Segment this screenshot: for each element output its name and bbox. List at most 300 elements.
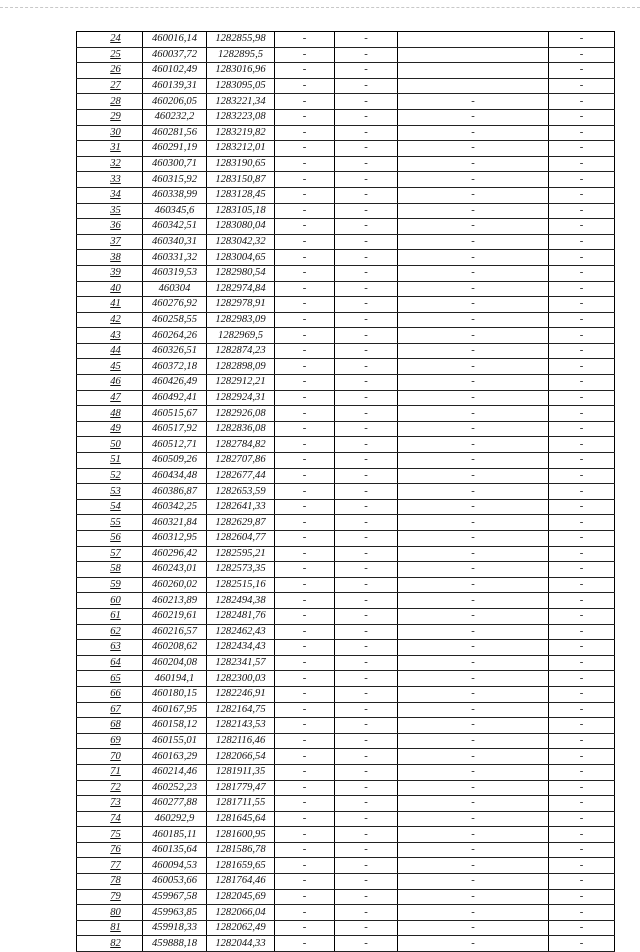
y-coordinate-cell: 1281586,78 <box>207 842 275 858</box>
y-coordinate-cell: 1283150,87 <box>207 172 275 188</box>
column-4-cell: - <box>275 515 335 531</box>
table-row <box>77 796 615 812</box>
column-6-cell: - <box>398 499 549 515</box>
table-row <box>77 764 615 780</box>
column-6-cell: - <box>398 936 549 952</box>
point-number-cell: 55 <box>77 515 143 531</box>
point-number-cell: 79 <box>77 889 143 905</box>
column-4-cell: - <box>275 484 335 500</box>
column-6-cell: - <box>398 359 549 375</box>
x-coordinate-cell: 460281,56 <box>143 125 207 141</box>
column-6-cell: - <box>398 172 549 188</box>
point-number-cell: 35 <box>77 203 143 219</box>
x-coordinate-cell: 459888,18 <box>143 936 207 952</box>
column-6-cell <box>398 78 549 94</box>
y-coordinate-cell: 1282604,77 <box>207 531 275 547</box>
column-4-cell: - <box>275 640 335 656</box>
y-coordinate-cell: 1283080,04 <box>207 219 275 235</box>
column-6-cell: - <box>398 375 549 391</box>
table-row <box>77 312 615 328</box>
column-6-cell: - <box>398 686 549 702</box>
y-coordinate-cell: 1283105,18 <box>207 203 275 219</box>
table-row <box>77 655 615 671</box>
column-7-cell: - <box>549 499 615 515</box>
column-5-cell: - <box>335 281 398 297</box>
point-number-cell: 33 <box>77 172 143 188</box>
point-number-cell: 26 <box>77 63 143 79</box>
table-row <box>77 47 615 63</box>
column-5-cell: - <box>335 421 398 437</box>
column-6-cell: - <box>398 702 549 718</box>
column-4-cell: - <box>275 468 335 484</box>
y-coordinate-cell: 1282515,16 <box>207 577 275 593</box>
table-row <box>77 234 615 250</box>
table-row <box>77 920 615 936</box>
column-6-cell: - <box>398 219 549 235</box>
column-7-cell: - <box>549 858 615 874</box>
table-row <box>77 858 615 874</box>
column-4-cell: - <box>275 297 335 313</box>
column-6-cell: - <box>398 671 549 687</box>
column-5-cell: - <box>335 203 398 219</box>
column-4-cell: - <box>275 718 335 734</box>
y-coordinate-cell: 1282926,08 <box>207 406 275 422</box>
column-6-cell: - <box>398 531 549 547</box>
y-coordinate-cell: 1282836,08 <box>207 421 275 437</box>
column-4-cell: - <box>275 203 335 219</box>
column-4-cell: - <box>275 219 335 235</box>
column-4-cell: - <box>275 437 335 453</box>
column-4-cell: - <box>275 187 335 203</box>
column-4-cell: - <box>275 655 335 671</box>
point-number-cell: 69 <box>77 733 143 749</box>
column-5-cell: - <box>335 265 398 281</box>
y-coordinate-cell: 1281764,46 <box>207 874 275 890</box>
column-4-cell: - <box>275 281 335 297</box>
y-coordinate-cell: 1282898,09 <box>207 359 275 375</box>
x-coordinate-cell: 460340,31 <box>143 234 207 250</box>
column-4-cell: - <box>275 531 335 547</box>
point-number-cell: 39 <box>77 265 143 281</box>
y-coordinate-cell: 1283042,32 <box>207 234 275 250</box>
column-7-cell: - <box>549 47 615 63</box>
column-7-cell: - <box>549 796 615 812</box>
column-6-cell: - <box>398 265 549 281</box>
column-6-cell: - <box>398 546 549 562</box>
column-4-cell: - <box>275 702 335 718</box>
column-7-cell: - <box>549 749 615 765</box>
column-6-cell: - <box>398 733 549 749</box>
column-7-cell: - <box>549 686 615 702</box>
column-4-cell: - <box>275 546 335 562</box>
column-6-cell: - <box>398 593 549 609</box>
y-coordinate-cell: 1282895,5 <box>207 47 275 63</box>
column-5-cell: - <box>335 796 398 812</box>
y-coordinate-cell: 1282980,54 <box>207 265 275 281</box>
y-coordinate-cell: 1282341,57 <box>207 655 275 671</box>
x-coordinate-cell: 460331,32 <box>143 250 207 266</box>
column-6-cell: - <box>398 858 549 874</box>
column-7-cell: - <box>549 515 615 531</box>
column-5-cell: - <box>335 515 398 531</box>
point-number-cell: 30 <box>77 125 143 141</box>
column-7-cell: - <box>549 562 615 578</box>
column-4-cell: - <box>275 577 335 593</box>
column-5-cell: - <box>335 780 398 796</box>
column-6-cell: - <box>398 141 549 157</box>
x-coordinate-cell: 460180,15 <box>143 686 207 702</box>
point-number-cell: 27 <box>77 78 143 94</box>
x-coordinate-cell: 460517,92 <box>143 421 207 437</box>
column-7-cell: - <box>549 577 615 593</box>
table-row <box>77 531 615 547</box>
column-7-cell: - <box>549 702 615 718</box>
x-coordinate-cell: 460512,71 <box>143 437 207 453</box>
column-6-cell: - <box>398 764 549 780</box>
y-coordinate-cell: 1283190,65 <box>207 156 275 172</box>
column-7-cell: - <box>549 733 615 749</box>
x-coordinate-cell: 460264,26 <box>143 328 207 344</box>
x-coordinate-cell: 460434,48 <box>143 468 207 484</box>
y-coordinate-cell: 1282855,98 <box>207 32 275 48</box>
column-6-cell: - <box>398 718 549 734</box>
column-7-cell: - <box>549 671 615 687</box>
point-number-cell: 29 <box>77 109 143 125</box>
column-7-cell: - <box>549 141 615 157</box>
table-row <box>77 421 615 437</box>
column-4-cell: - <box>275 156 335 172</box>
column-7-cell: - <box>549 203 615 219</box>
x-coordinate-cell: 460345,6 <box>143 203 207 219</box>
column-7-cell: - <box>549 484 615 500</box>
column-6-cell: - <box>398 156 549 172</box>
table-row <box>77 484 615 500</box>
column-7-cell: - <box>549 593 615 609</box>
x-coordinate-cell: 459918,33 <box>143 920 207 936</box>
table-row <box>77 936 615 952</box>
table-row <box>77 499 615 515</box>
column-6-cell: - <box>398 920 549 936</box>
x-coordinate-cell: 460372,18 <box>143 359 207 375</box>
column-6-cell: - <box>398 187 549 203</box>
column-4-cell: - <box>275 63 335 79</box>
table-row <box>77 718 615 734</box>
column-7-cell: - <box>549 640 615 656</box>
y-coordinate-cell: 1282641,33 <box>207 499 275 515</box>
column-7-cell: - <box>549 156 615 172</box>
table-row <box>77 827 615 843</box>
table-row <box>77 453 615 469</box>
column-7-cell: - <box>549 328 615 344</box>
y-coordinate-cell: 1282300,03 <box>207 671 275 687</box>
x-coordinate-cell: 460312,95 <box>143 531 207 547</box>
column-7-cell: - <box>549 655 615 671</box>
column-7-cell: - <box>549 842 615 858</box>
point-number-cell: 67 <box>77 702 143 718</box>
column-7-cell: - <box>549 265 615 281</box>
column-5-cell: - <box>335 546 398 562</box>
column-6-cell: - <box>398 484 549 500</box>
column-6-cell: - <box>398 655 549 671</box>
table-row <box>77 562 615 578</box>
table-row <box>77 63 615 79</box>
column-6-cell: - <box>398 811 549 827</box>
y-coordinate-cell: 1281659,65 <box>207 858 275 874</box>
column-4-cell: - <box>275 250 335 266</box>
column-7-cell: - <box>549 125 615 141</box>
x-coordinate-cell: 459967,58 <box>143 889 207 905</box>
x-coordinate-cell: 460163,29 <box>143 749 207 765</box>
column-4-cell: - <box>275 78 335 94</box>
point-number-cell: 64 <box>77 655 143 671</box>
column-6-cell: - <box>398 577 549 593</box>
column-4-cell: - <box>275 32 335 48</box>
table-row <box>77 141 615 157</box>
column-4-cell: - <box>275 686 335 702</box>
point-number-cell: 72 <box>77 780 143 796</box>
y-coordinate-cell: 1283004,65 <box>207 250 275 266</box>
x-coordinate-cell: 460277,88 <box>143 796 207 812</box>
y-coordinate-cell: 1283223,08 <box>207 109 275 125</box>
table-row <box>77 203 615 219</box>
column-4-cell: - <box>275 421 335 437</box>
point-number-cell: 71 <box>77 764 143 780</box>
point-number-cell: 74 <box>77 811 143 827</box>
column-4-cell: - <box>275 671 335 687</box>
point-number-cell: 82 <box>77 936 143 952</box>
column-5-cell: - <box>335 671 398 687</box>
column-7-cell: - <box>549 421 615 437</box>
table-row <box>77 733 615 749</box>
x-coordinate-cell: 460204,08 <box>143 655 207 671</box>
column-5-cell: - <box>335 686 398 702</box>
table-row <box>77 905 615 921</box>
point-number-cell: 66 <box>77 686 143 702</box>
column-4-cell: - <box>275 796 335 812</box>
x-coordinate-cell: 460258,55 <box>143 312 207 328</box>
column-4-cell: - <box>275 889 335 905</box>
column-7-cell: - <box>549 905 615 921</box>
point-number-cell: 43 <box>77 328 143 344</box>
y-coordinate-cell: 1282481,76 <box>207 608 275 624</box>
column-5-cell: - <box>335 328 398 344</box>
column-5-cell: - <box>335 764 398 780</box>
column-7-cell: - <box>549 608 615 624</box>
point-number-cell: 40 <box>77 281 143 297</box>
column-4-cell: - <box>275 312 335 328</box>
point-number-cell: 52 <box>77 468 143 484</box>
column-5-cell: - <box>335 593 398 609</box>
y-coordinate-cell: 1281911,35 <box>207 764 275 780</box>
x-coordinate-cell: 460094,53 <box>143 858 207 874</box>
point-number-cell: 25 <box>77 47 143 63</box>
column-6-cell: - <box>398 109 549 125</box>
column-7-cell: - <box>549 297 615 313</box>
point-number-cell: 56 <box>77 531 143 547</box>
column-5-cell: - <box>335 250 398 266</box>
column-4-cell: - <box>275 406 335 422</box>
column-6-cell: - <box>398 796 549 812</box>
y-coordinate-cell: 1282164,75 <box>207 702 275 718</box>
column-7-cell: - <box>549 109 615 125</box>
table-row <box>77 125 615 141</box>
column-4-cell: - <box>275 390 335 406</box>
x-coordinate-cell: 460509,26 <box>143 453 207 469</box>
column-7-cell: - <box>549 780 615 796</box>
column-4-cell: - <box>275 343 335 359</box>
column-4-cell: - <box>275 265 335 281</box>
x-coordinate-cell: 460252,23 <box>143 780 207 796</box>
column-5-cell: - <box>335 78 398 94</box>
y-coordinate-cell: 1281600,95 <box>207 827 275 843</box>
column-5-cell: - <box>335 125 398 141</box>
column-7-cell: - <box>549 172 615 188</box>
table-row <box>77 281 615 297</box>
column-7-cell: - <box>549 920 615 936</box>
column-7-cell: - <box>549 936 615 952</box>
table-row <box>77 172 615 188</box>
x-coordinate-cell: 460155,01 <box>143 733 207 749</box>
column-4-cell: - <box>275 905 335 921</box>
table-row <box>77 109 615 125</box>
y-coordinate-cell: 1282434,43 <box>207 640 275 656</box>
column-5-cell: - <box>335 905 398 921</box>
y-coordinate-cell: 1282969,5 <box>207 328 275 344</box>
column-4-cell: - <box>275 47 335 63</box>
table-row <box>77 671 615 687</box>
point-number-cell: 68 <box>77 718 143 734</box>
y-coordinate-cell: 1281711,55 <box>207 796 275 812</box>
point-number-cell: 57 <box>77 546 143 562</box>
table-row <box>77 375 615 391</box>
column-6-cell: - <box>398 406 549 422</box>
column-7-cell: - <box>549 32 615 48</box>
column-6-cell: - <box>398 437 549 453</box>
table-row <box>77 219 615 235</box>
point-number-cell: 31 <box>77 141 143 157</box>
x-coordinate-cell: 460291,19 <box>143 141 207 157</box>
column-5-cell: - <box>335 359 398 375</box>
column-5-cell: - <box>335 234 398 250</box>
table-row <box>77 437 615 453</box>
x-coordinate-cell: 460386,87 <box>143 484 207 500</box>
x-coordinate-cell: 460260,02 <box>143 577 207 593</box>
column-5-cell: - <box>335 858 398 874</box>
column-7-cell: - <box>549 437 615 453</box>
column-7-cell: - <box>549 531 615 547</box>
column-4-cell: - <box>275 359 335 375</box>
table-row <box>77 265 615 281</box>
point-number-cell: 38 <box>77 250 143 266</box>
table-row <box>77 546 615 562</box>
column-5-cell: - <box>335 32 398 48</box>
y-coordinate-cell: 1282677,44 <box>207 468 275 484</box>
column-4-cell: - <box>275 874 335 890</box>
table-row <box>77 624 615 640</box>
y-coordinate-cell: 1283095,05 <box>207 78 275 94</box>
x-coordinate-cell: 460232,2 <box>143 109 207 125</box>
y-coordinate-cell: 1282983,09 <box>207 312 275 328</box>
y-coordinate-cell: 1282246,91 <box>207 686 275 702</box>
column-7-cell: - <box>549 390 615 406</box>
point-number-cell: 77 <box>77 858 143 874</box>
column-7-cell: - <box>549 94 615 110</box>
column-4-cell: - <box>275 764 335 780</box>
table-row <box>77 328 615 344</box>
column-5-cell: - <box>335 577 398 593</box>
column-6-cell: - <box>398 297 549 313</box>
table-row <box>77 842 615 858</box>
y-coordinate-cell: 1282494,38 <box>207 593 275 609</box>
point-number-cell: 41 <box>77 297 143 313</box>
column-7-cell: - <box>549 764 615 780</box>
column-5-cell: - <box>335 484 398 500</box>
column-5-cell: - <box>335 531 398 547</box>
point-number-cell: 36 <box>77 219 143 235</box>
column-6-cell: - <box>398 889 549 905</box>
y-coordinate-cell: 1281779,47 <box>207 780 275 796</box>
column-6-cell: - <box>398 281 549 297</box>
y-coordinate-cell: 1282143,53 <box>207 718 275 734</box>
x-coordinate-cell: 460208,62 <box>143 640 207 656</box>
column-5-cell: - <box>335 187 398 203</box>
column-5-cell: - <box>335 219 398 235</box>
table-row <box>77 343 615 359</box>
point-number-cell: 51 <box>77 453 143 469</box>
column-7-cell: - <box>549 827 615 843</box>
table-row <box>77 640 615 656</box>
column-5-cell: - <box>335 624 398 640</box>
column-4-cell: - <box>275 125 335 141</box>
column-5-cell: - <box>335 141 398 157</box>
y-coordinate-cell: 1282874,23 <box>207 343 275 359</box>
column-6-cell: - <box>398 343 549 359</box>
column-7-cell: - <box>549 187 615 203</box>
point-number-cell: 78 <box>77 874 143 890</box>
column-4-cell: - <box>275 608 335 624</box>
column-7-cell: - <box>549 281 615 297</box>
point-number-cell: 50 <box>77 437 143 453</box>
table-row <box>77 515 615 531</box>
y-coordinate-cell: 1282066,04 <box>207 905 275 921</box>
column-5-cell: - <box>335 390 398 406</box>
table-row <box>77 593 615 609</box>
y-coordinate-cell: 1282595,21 <box>207 546 275 562</box>
column-5-cell: - <box>335 156 398 172</box>
column-6-cell: - <box>398 780 549 796</box>
column-5-cell: - <box>335 109 398 125</box>
point-number-cell: 61 <box>77 608 143 624</box>
point-number-cell: 75 <box>77 827 143 843</box>
column-5-cell: - <box>335 343 398 359</box>
x-coordinate-cell: 460492,41 <box>143 390 207 406</box>
x-coordinate-cell: 460167,95 <box>143 702 207 718</box>
y-coordinate-cell: 1283221,34 <box>207 94 275 110</box>
column-7-cell: - <box>549 63 615 79</box>
column-7-cell: - <box>549 343 615 359</box>
column-4-cell: - <box>275 499 335 515</box>
column-6-cell: - <box>398 608 549 624</box>
column-7-cell: - <box>549 889 615 905</box>
table-row <box>77 78 615 94</box>
column-4-cell: - <box>275 453 335 469</box>
column-6-cell <box>398 47 549 63</box>
column-4-cell: - <box>275 858 335 874</box>
column-5-cell: - <box>335 920 398 936</box>
column-6-cell <box>398 32 549 48</box>
x-coordinate-cell: 460219,61 <box>143 608 207 624</box>
x-coordinate-cell: 460300,71 <box>143 156 207 172</box>
